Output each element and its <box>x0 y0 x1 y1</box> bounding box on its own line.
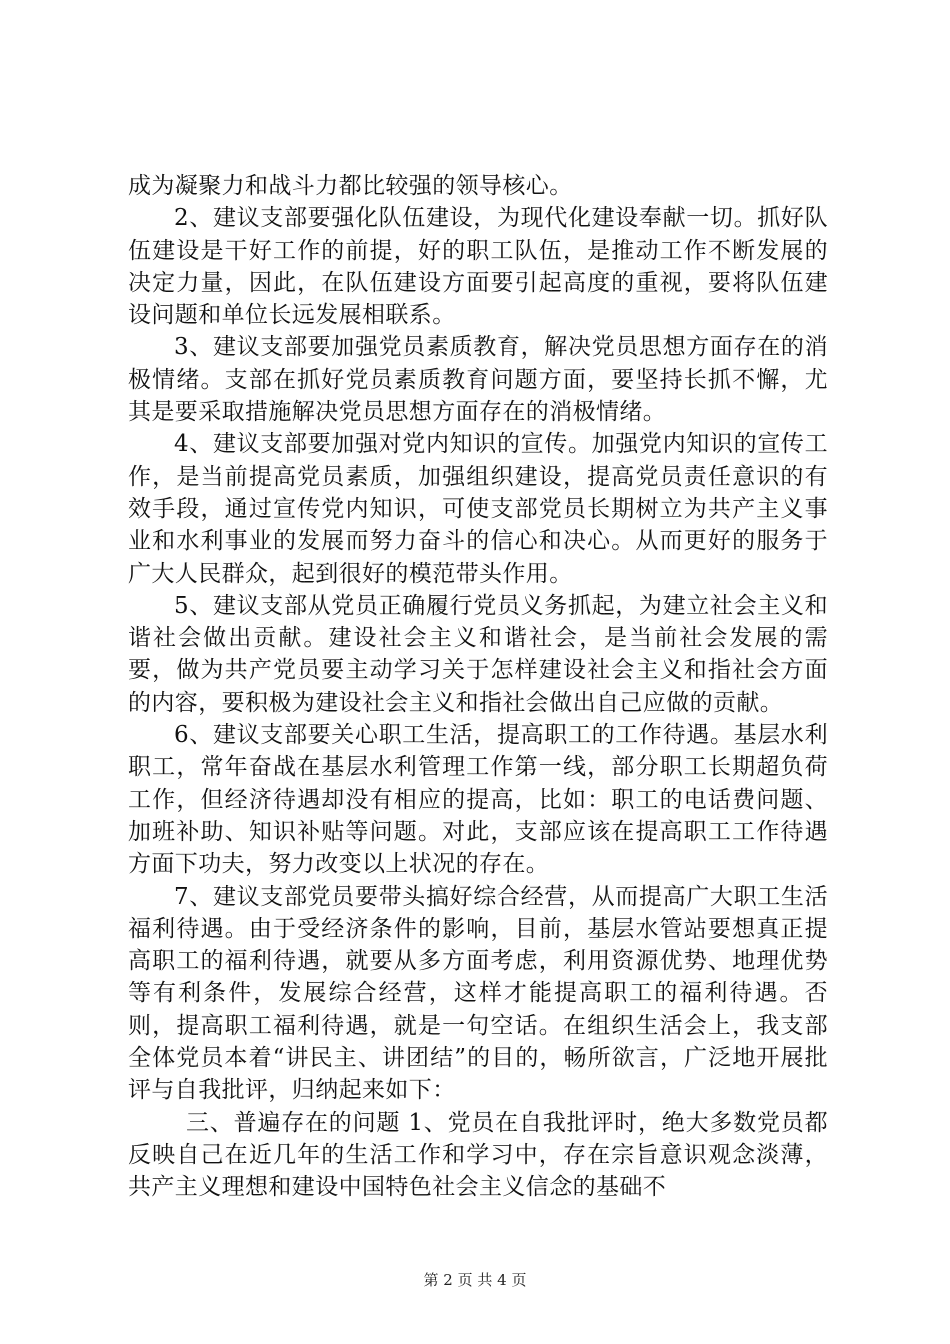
paragraph-continuation: 成为凝聚力和战斗力都比较强的领导核心。 <box>128 173 573 199</box>
paragraph-suggestion-3: 3、建议支部要加强党员素质教育，解决党员思想方面存在的消极情绪。支部在抓好党员素质教育问题方面，要坚持长抓不懈，尤其是要采取措施解决党员思想方面存在的消极情绪。 <box>128 334 828 426</box>
paragraph-suggestion-4: 4、建议支部要加强对党内知识的宣传。加强党内知识的宣传工作，是当前提高党员素质，加强组织建设，提高党员责任意识的有效手段，通过宣传党内知识，可使支部党员长期树立为共产主义事业和水利事业的发展而努力奋斗的信心和决心。从而更好的服务于广大人民群众，起到很好的模范带头作用。 <box>128 431 828 587</box>
document-body <box>128 170 828 1204</box>
paragraph-suggestion-2: 2、建议支部要强化队伍建设，为现代化建设奉献一切。抓好队伍建设是干好工作的前提，好的职工队伍，是推动工作不断发展的决定力量，因此，在队伍建设方面要引起高度的重视，要将队伍建设问题和单位长远发展相联系。 <box>128 205 828 329</box>
paragraph-suggestion-6: 6、建议支部要关心职工生活，提高职工的工作待遇。基层水利职工，常年奋战在基层水利管理工作第一线，部分职工长期超负荷工作，但经济待遇却没有相应的提高，比如：职工的电话费问题、加班补助、知识补贴等问题。对此，支部应该在提高职工工作待遇方面下功夫，努力改变以上状况的存在。 <box>128 722 828 878</box>
paragraph-common-problems: 三、普遍存在的问题 1、党员在自我批评时，绝大多数党员都反映自己在近几年的生活工作和学习中，存在宗旨意识观念淡薄，共产主义理想和建设中国特色社会主义信念的基础不 <box>128 1109 828 1201</box>
paragraph-suggestion-7: 7、建议支部党员要带头搞好综合经营，从而提高广大职工生活福利待遇。由于受经济条件的影响，目前，基层水管站要想真正提高职工的福利待遇，就要从多方面考虑，利用资源优势、地理优势等有利条件，发展综合经营，这样才能提高职工的福利待遇。否则，提高职工福利待遇，就是一句空话。在组织生活会上，我支部全体党员本着“讲民主、讲团结”的目的，畅所欲言，广泛地开展批评与自我批评，归纳起来如下： <box>128 883 828 1104</box>
paragraph-suggestion-5: 5、建议支部从党员正确履行党员义务抓起，为建立社会主义和谐社会做出贡献。建设社会主义和谐社会，是当前社会发展的需要，做为共产党员要主动学习关于怎样建设社会主义和指社会方面的内容，要积极为建设社会主义和指社会做出自己应做的贡献。 <box>128 592 828 716</box>
page-number-footer: 第 2 页 共 4 页 <box>423 1271 527 1289</box>
